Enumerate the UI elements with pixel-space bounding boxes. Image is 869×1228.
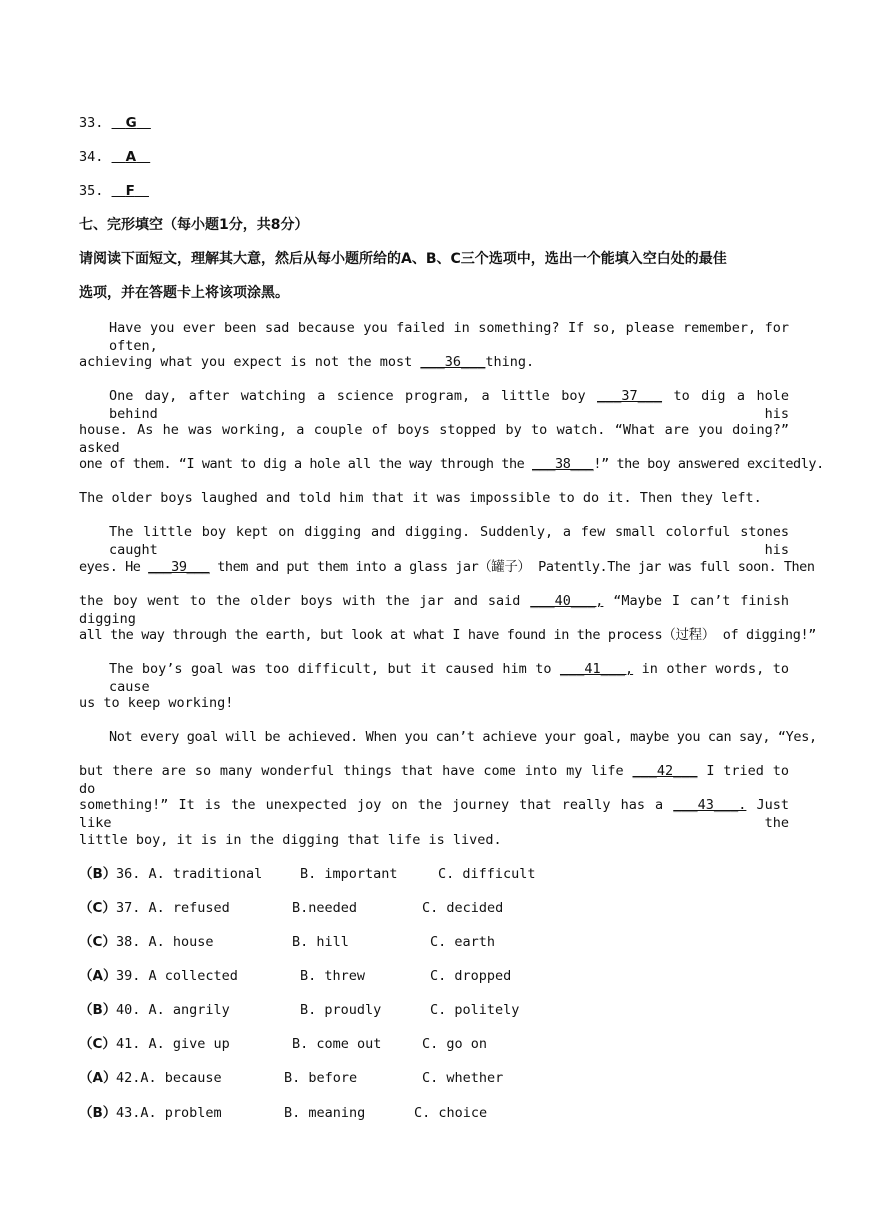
passage-line: Not every goal will be achieved. When you can’t achieve your goal, maybe you can say, “Yes, — [109, 729, 817, 745]
blank-39: ___39___ — [148, 559, 210, 575]
blank-43: ___43___. — [673, 797, 747, 813]
answer-35 — [79, 182, 149, 200]
blank-38: ___38___ — [532, 456, 594, 472]
passage-line: The older boys laughed and told him that it was impossible to do it. Then they left. — [79, 490, 762, 506]
passage-line: The little boy kept on digging and digging. Suddenly, a few small colorful stones caught his — [109, 524, 789, 558]
section-instruction: 请阅读下面短文，理解其大意，然后从每小题所给的A、B、C三个选项中，选出一个能填入空白处的最佳 — [79, 251, 727, 267]
option-b: B. before — [284, 1070, 358, 1086]
section-instruction-cont: 选项，并在答题卡上将该项涂黑。 — [79, 285, 289, 301]
option-a: 36. A. traditional — [116, 866, 263, 882]
selected-answer: （C） — [79, 1036, 116, 1052]
passage-line: us to keep working! — [79, 695, 234, 711]
option-a: 37. A. refused — [116, 900, 230, 916]
passage-line: one of them. “I want to dig a hole all the way through the ___38___!” the boy answered excitedly. — [79, 456, 824, 472]
passage-line: but there are so many wonderful things that have come into my life ___42___ I tried to do — [79, 763, 789, 797]
passage-line: One day, after watching a science program, a little boy ___37___ to dig a hole behind his — [109, 388, 789, 422]
passage-line: eyes. He ___39___ them and put them into a glass jar（罐子） Patently.The jar was full soon. Then — [79, 559, 815, 575]
selected-answer: （A） — [79, 968, 117, 984]
option-c: C. earth — [430, 934, 496, 950]
option-c: C. go on — [422, 1036, 488, 1052]
option-c: C. difficult — [438, 866, 536, 882]
option-b: B. important — [300, 866, 398, 882]
option-c: C. politely — [430, 1002, 520, 1018]
selected-answer: （C） — [79, 900, 116, 916]
option-a: 38. A. house — [116, 934, 214, 950]
passage-line: Have you ever been sad because you failed in something? If so, please remember, for often, — [109, 320, 789, 354]
selected-answer: （B） — [79, 866, 117, 882]
selected-answer: （A） — [79, 1070, 117, 1086]
blank-40: ___40___, — [530, 593, 604, 609]
answer-letter: F — [125, 183, 135, 199]
section-heading: 七、完形填空（每小题1分，共8分） — [79, 217, 309, 233]
passage-line: achieving what you expect is not the most ___36___thing. — [79, 354, 535, 370]
option-a: 39. A collected — [116, 968, 238, 984]
answer-33 — [79, 114, 151, 132]
answer-number: 35. — [79, 183, 104, 199]
selected-answer: （B） — [79, 1002, 117, 1018]
blank-36: ___36___ — [420, 354, 486, 370]
blank-41: ___41___, — [559, 661, 634, 677]
passage-line: the boy went to the older boys with the jar and said ___40___, “Maybe I can’t finish digging — [79, 593, 790, 627]
passage-line: little boy, it is in the digging that life is lived. — [79, 832, 502, 848]
option-c: C. decided — [422, 900, 504, 916]
selected-answer: （B） — [79, 1105, 117, 1121]
option-a: 40. A. angrily — [116, 1002, 230, 1018]
option-b: B. come out — [292, 1036, 382, 1052]
blank-42: ___42___ — [632, 763, 698, 779]
blank-37: ___37___ — [597, 388, 663, 404]
option-a: 42.A. because — [116, 1070, 222, 1086]
answer-34 — [79, 148, 150, 166]
option-a: 43.A. problem — [116, 1105, 222, 1121]
option-b: B. hill — [292, 934, 349, 950]
answer-letter: A — [125, 149, 137, 165]
passage-line: The boy’s goal was too difficult, but it caused him to ___41___, in other words, to cause — [109, 661, 789, 695]
answer-letter: G — [125, 115, 137, 131]
passage-line: house. As he was working, a couple of boys stopped by to watch. “What are you doing?” asked — [79, 422, 789, 456]
option-c: C. choice — [414, 1105, 488, 1121]
option-b: B. proudly — [300, 1002, 382, 1018]
option-c: C. whether — [422, 1070, 504, 1086]
option-c: C. dropped — [430, 968, 512, 984]
option-b: B.needed — [292, 900, 358, 916]
option-a: 41. A. give up — [116, 1036, 230, 1052]
answer-number: 34. — [79, 149, 104, 165]
selected-answer: （C） — [79, 934, 116, 950]
passage-line: all the way through the earth, but look at what I have found in the process（过程） of digging!” — [79, 627, 817, 643]
option-b: B. threw — [300, 968, 366, 984]
answer-number: 33. — [79, 115, 104, 131]
passage-line: something!” It is the unexpected joy on the journey that really has a ___43___. Just like the — [79, 797, 789, 831]
option-b: B. meaning — [284, 1105, 366, 1121]
